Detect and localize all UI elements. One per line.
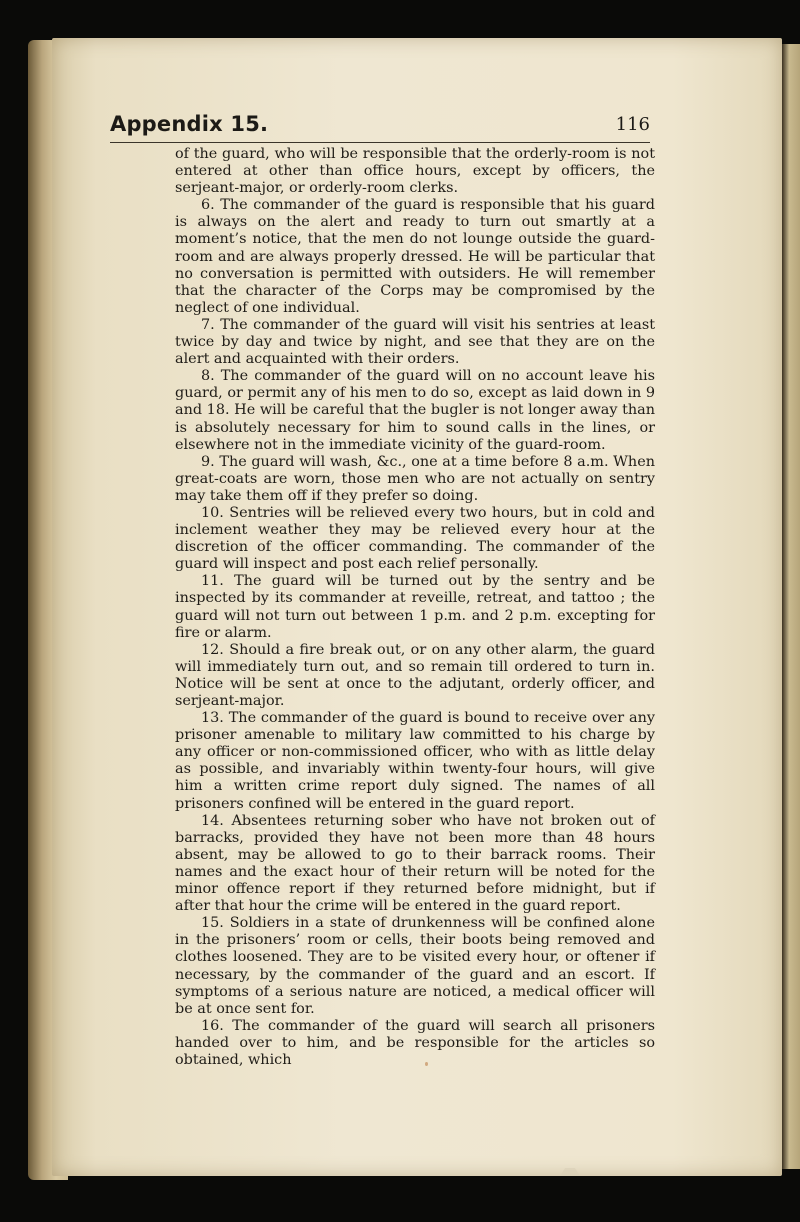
paragraph-13: 13. The commander of the guard is bound to receive over any prisoner amenable to military law committed to his charge by any officer or non-commissioned officer, who with as little delay as possible, and invariably within twenty-four hours, will give him a written crime report duly signed. The names of all prisoners confined will be entered in the guard report. xyxy=(175,710,655,812)
page-edge xyxy=(782,44,800,1169)
paragraph-6: 6. The commander of the guard is responsible that his guard is always on the alert and ready to turn out smartly at a moment’s notice, that the men do not lounge outside the guard-room and are always properly dressed. He will be particular that no conversation is permitted with outsiders. He will remember that the character of the Corps may be compromised by the neglect of one individual. xyxy=(175,197,655,316)
paragraph-10: 10. Sentries will be relieved every two hours, but in cold and inclement weather they may be relieved every hour at the discretion of the officer commanding. The commander of the guard will inspect and post each relief personally. xyxy=(175,504,655,573)
running-title: Appendix 15. xyxy=(110,112,269,136)
page-number: 116 xyxy=(615,114,650,135)
paragraph-15: 15. Soldiers in a state of drunkenness will be confined alone in the prisoners’ room or cells, their boots being removed and clothes loosened. They are to be visited every hour, or oftener if necessary, by the commander of the guard and an escort. If symptoms of a serious nature are noticed, a medical officer will be at once sent for. xyxy=(175,915,655,1017)
paragraph-12: 12. Should a fire break out, or on any other alarm, the guard will immediately turn out, and so remain till ordered to turn in. Notice will be sent at once to the adjutant, orderly officer, and serjeant-major. xyxy=(175,641,655,709)
paragraph-continuation: of the guard, who will be responsible that the orderly-room is not entered at other than office hours, except by officers, the serjeant-major, or orderly-room clerks. xyxy=(175,146,655,197)
body-text xyxy=(175,146,655,1069)
ink-spot xyxy=(425,1062,428,1066)
paragraph-16: 16. The commander of the guard will search all prisoners handed over to him, and be responsible for the articles so obtained, which xyxy=(175,1017,655,1068)
paragraph-14: 14. Absentees returning sober who have not broken out of barracks, provided they have not been more than 48 hours absent, may be allowed to go to their barrack rooms. Their names and the exact hour of their return will be noted for the minor offence report if they returned before midnight, but if after that hour the crime will be entered in the guard report. xyxy=(175,812,655,915)
page-header xyxy=(110,112,650,142)
paragraph-11: 11. The guard will be turned out by the sentry and be inspected by its commander at reveille, retreat, and tattoo ; the guard will not turn out between 1 p.m. and 2 p.m. excepting for fire or alarm. xyxy=(175,573,655,641)
header-rule xyxy=(110,142,650,143)
paragraph-9: 9. The guard will wash, &c., one at a time before 8 a.m. When great-coats are worn, those men who are not actually on sentry may take them off if they prefer so doing. xyxy=(175,453,655,504)
paragraph-8: 8. The commander of the guard will on no account leave his guard, or permit any of his men to do so, except as laid down in 9 and 18. He will be careful that the bugler is not longer away than is absolutely necessary for him to sound calls in the lines, or elsewhere not in the immediate vicinity of the guard-room. xyxy=(175,368,655,453)
paragraph-7: 7. The commander of the guard will visit his sentries at least twice by day and twice by night, and see that they are on the alert and acquainted with their orders. xyxy=(175,316,655,368)
page-mark xyxy=(560,1160,580,1176)
